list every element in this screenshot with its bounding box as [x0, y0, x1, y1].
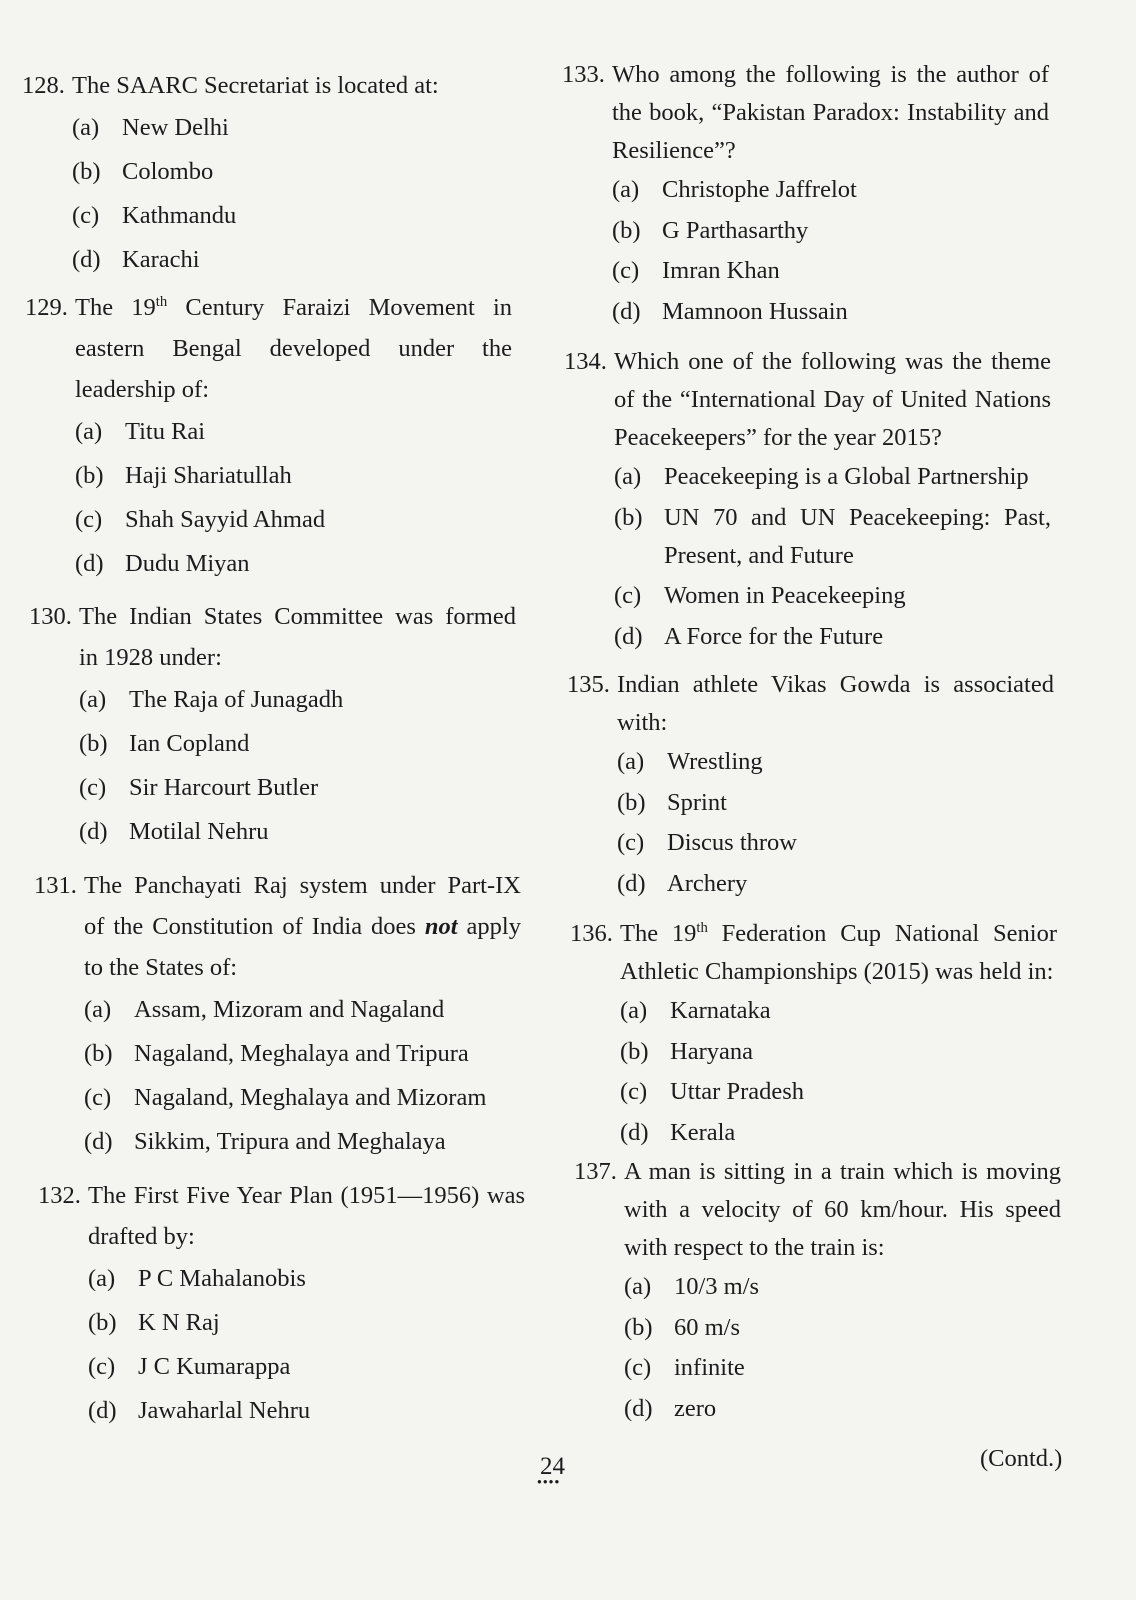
- question-line: with respect to the train is:: [624, 1234, 885, 1261]
- question-header: [22, 65, 509, 106]
- option-a: [620, 991, 1057, 1032]
- question-number: 133.: [562, 61, 605, 88]
- question-line: with a velocity of 60 km/hour. His speed: [624, 1196, 1061, 1223]
- option-label: (b): [624, 1313, 653, 1341]
- option-text: Nagaland, Meghalaya and Tripura: [134, 1040, 469, 1067]
- option-text: K N Raj: [138, 1309, 220, 1336]
- option-text: The Raja of Junagadh: [129, 686, 344, 713]
- option-label: (d): [612, 297, 641, 325]
- option-label: (b): [614, 503, 643, 531]
- question-line: Who among the following is the author of: [612, 61, 1049, 88]
- question-header: [564, 343, 1051, 457]
- option-a: [75, 410, 512, 454]
- question-text: [614, 343, 1051, 457]
- option-text: P C Mahalanobis: [138, 1265, 306, 1292]
- question-number: 136.: [570, 920, 613, 947]
- question-text: [84, 865, 521, 988]
- option-text: Wrestling: [667, 748, 763, 776]
- question-line-text: Century Faraizi Movement in: [167, 294, 513, 321]
- option-c: [79, 766, 516, 810]
- option-text: Kathmandu: [122, 202, 237, 229]
- options: [620, 991, 1057, 1153]
- question-header: [29, 596, 516, 678]
- option-label: (b): [79, 730, 108, 757]
- question-header: [38, 1175, 525, 1257]
- question-136: [570, 915, 1057, 1153]
- option-a: [617, 742, 1054, 783]
- question-number: 134.: [564, 348, 607, 375]
- option-b: [617, 783, 1054, 824]
- option-b: [88, 1301, 525, 1345]
- option-text: New Delhi: [122, 114, 229, 141]
- question-number: 130.: [29, 603, 72, 630]
- option-text: Kerala: [670, 1118, 736, 1146]
- option-label: (c): [620, 1078, 648, 1106]
- option-label: (c): [612, 257, 640, 285]
- option-text-line: Present, and Future: [664, 541, 854, 569]
- option-label: (d): [88, 1397, 117, 1424]
- option-a: [84, 988, 521, 1032]
- option-b: [72, 150, 509, 194]
- question-line-text: The 19: [620, 920, 697, 947]
- option-text-line: UN 70 and UN Peacekeeping: Past,: [664, 503, 1051, 531]
- question-line: A man is sitting in a train which is moving: [624, 1158, 1061, 1185]
- question-line: Athletic Championships (2015) was held in:: [620, 958, 1054, 985]
- option-text: Titu Rai: [125, 418, 206, 445]
- option-a: [612, 170, 1049, 211]
- option-label: (b): [84, 1040, 113, 1067]
- question-line: Peacekeepers” for the year 2015?: [614, 424, 942, 451]
- question-line-text: of the Constitution of India does: [84, 913, 425, 940]
- option-c: [84, 1076, 521, 1120]
- option-c: [75, 498, 512, 542]
- option-label: (b): [620, 1037, 649, 1065]
- question-line: Indian athlete Vikas Gowda is associated: [617, 671, 1054, 698]
- options: [84, 988, 521, 1164]
- option-label: (d): [79, 818, 108, 845]
- question-number: 129.: [25, 294, 68, 321]
- options: [612, 170, 1049, 332]
- option-label: (c): [624, 1354, 652, 1382]
- option-c: [620, 1072, 1057, 1113]
- question-line-text: Federation Cup National Senior: [707, 920, 1057, 947]
- option-label: (c): [614, 582, 642, 610]
- option-b: [79, 722, 516, 766]
- option-text: Peacekeeping is a Global Partnership: [664, 463, 1029, 491]
- option-label: (b): [617, 788, 646, 816]
- option-label: (a): [75, 418, 103, 445]
- option-b: [624, 1308, 1061, 1349]
- option-label: (c): [88, 1353, 116, 1380]
- question-number: 137.: [574, 1158, 617, 1185]
- option-label: (a): [72, 114, 100, 141]
- question-number: 128.: [22, 72, 65, 99]
- option-text: zero: [674, 1394, 717, 1422]
- question-header: [34, 865, 521, 988]
- question-text: [612, 56, 1049, 170]
- option-text: infinite: [674, 1354, 745, 1382]
- question-line: leadership of:: [75, 376, 210, 403]
- question-text: [72, 65, 509, 106]
- option-text: Archery: [667, 869, 748, 897]
- option-d: [88, 1389, 525, 1433]
- option-label: (a): [84, 996, 112, 1023]
- option-text: 10/3 m/s: [674, 1273, 760, 1301]
- question-line: The Indian States Committee was formed: [79, 603, 516, 630]
- option-text: J C Kumarappa: [138, 1353, 291, 1380]
- option-d: [72, 238, 509, 282]
- option-label: (c): [72, 202, 100, 229]
- question-line: [75, 287, 512, 328]
- question-header: [25, 287, 512, 410]
- option-text: Women in Peacekeeping: [664, 582, 906, 610]
- option-b: [614, 498, 1051, 577]
- option-text: Haji Shariatullah: [125, 462, 292, 489]
- option-label: (b): [72, 158, 101, 185]
- option-label: (c): [75, 506, 103, 533]
- question-line: of the “International Day of United Nations: [614, 386, 1051, 413]
- option-text: Sir Harcourt Butler: [129, 774, 319, 801]
- option-text: Nagaland, Meghalaya and Mizoram: [134, 1084, 487, 1111]
- question-line: The First Five Year Plan (1951—1956) was: [88, 1182, 525, 1209]
- option-label: (a): [79, 686, 107, 713]
- option-label: (c): [617, 829, 645, 857]
- option-text: G Parthasarthy: [662, 216, 809, 244]
- option-label: (d): [617, 869, 646, 897]
- options: [617, 742, 1054, 904]
- question-header: [570, 915, 1057, 991]
- option-d: [620, 1113, 1057, 1154]
- question-line-text: The 19: [75, 294, 156, 321]
- question-line: [620, 915, 1057, 953]
- option-c: [72, 194, 509, 238]
- option-c: [612, 251, 1049, 292]
- option-text: Shah Sayyid Ahmad: [125, 506, 326, 533]
- option-text: Uttar Pradesh: [670, 1078, 805, 1106]
- option-d: [617, 864, 1054, 905]
- option-b: [84, 1032, 521, 1076]
- option-text: Karnataka: [670, 997, 771, 1025]
- option-label: (d): [624, 1394, 653, 1422]
- option-text: Colombo: [122, 158, 214, 185]
- question-133: [562, 56, 1049, 332]
- question-header: [574, 1153, 1061, 1267]
- option-d: [79, 810, 516, 854]
- option-label: (b): [612, 216, 641, 244]
- option-text: Assam, Mizoram and Nagaland: [134, 996, 445, 1023]
- option-a: [624, 1267, 1061, 1308]
- option-text: [664, 499, 1051, 575]
- option-d: [614, 617, 1051, 658]
- options: [614, 457, 1051, 657]
- option-c: [614, 576, 1051, 617]
- option-text: Karachi: [122, 246, 200, 273]
- option-label: (d): [84, 1128, 113, 1155]
- options: [79, 678, 516, 854]
- question-130: [29, 596, 516, 854]
- option-d: [612, 292, 1049, 333]
- option-label: (d): [620, 1118, 649, 1146]
- option-label: (d): [75, 550, 104, 577]
- option-b: [612, 211, 1049, 252]
- option-text: Sprint: [667, 788, 727, 816]
- option-d: [84, 1120, 521, 1164]
- question-header: [567, 666, 1054, 742]
- option-text: Mamnoon Hussain: [662, 297, 848, 325]
- question-text: [624, 1153, 1061, 1267]
- option-a: [614, 457, 1051, 498]
- options: [72, 106, 509, 282]
- option-text: Haryana: [670, 1037, 753, 1065]
- option-a: [79, 678, 516, 722]
- question-line: The Panchayati Raj system under Part-IX: [84, 872, 521, 899]
- question-line: Resilience”?: [612, 137, 736, 164]
- option-text: Dudu Miyan: [125, 550, 250, 577]
- option-label: (a): [614, 463, 642, 491]
- question-128: [22, 65, 509, 282]
- option-b: [75, 454, 512, 498]
- question-line-text: apply: [457, 913, 521, 940]
- question-number: 135.: [567, 671, 610, 698]
- option-text: Christophe Jaffrelot: [662, 176, 857, 204]
- question-text: [79, 596, 516, 678]
- option-label: (d): [614, 622, 643, 650]
- option-text: Sikkim, Tripura and Meghalaya: [134, 1128, 446, 1155]
- question-line: drafted by:: [88, 1223, 195, 1250]
- option-b: [620, 1032, 1057, 1073]
- options: [75, 410, 512, 586]
- option-text: Motilal Nehru: [129, 818, 269, 845]
- question-line: Which one of the following was the theme: [614, 348, 1051, 375]
- question-text: [617, 666, 1054, 742]
- question-137: [574, 1153, 1061, 1429]
- option-label: (a): [620, 997, 648, 1025]
- option-label: (a): [624, 1273, 652, 1301]
- option-d: [624, 1389, 1061, 1430]
- question-number: 131.: [34, 872, 77, 899]
- option-label: (b): [88, 1309, 117, 1336]
- question-131: [34, 865, 521, 1164]
- option-text: Discus throw: [667, 829, 797, 857]
- question-header: [562, 56, 1049, 170]
- question-text: [75, 287, 512, 410]
- question-line: in 1928 under:: [79, 644, 222, 671]
- option-text: 60 m/s: [674, 1313, 741, 1341]
- page-number: 24: [540, 1453, 565, 1480]
- page-marker-dots: ●●●●: [537, 1477, 561, 1486]
- option-label: (c): [79, 774, 107, 801]
- ordinal-superscript: th: [155, 293, 168, 310]
- option-text: A Force for the Future: [664, 622, 884, 650]
- options: [624, 1267, 1061, 1429]
- question-line: with:: [617, 709, 668, 736]
- question-text: [88, 1175, 525, 1257]
- question-line: the book, “Pakistan Paradox: Instability and: [612, 99, 1049, 126]
- option-label: (a): [612, 176, 640, 204]
- continued-label: (Contd.): [980, 1445, 1063, 1472]
- question-129: [25, 287, 512, 586]
- option-text: Jawaharlal Nehru: [138, 1397, 311, 1424]
- option-a: [72, 106, 509, 150]
- question-line: to the States of:: [84, 954, 238, 981]
- option-d: [75, 542, 512, 586]
- option-label: (a): [88, 1265, 116, 1292]
- options: [88, 1257, 525, 1433]
- option-c: [624, 1348, 1061, 1389]
- option-text: Imran Khan: [662, 257, 780, 285]
- option-label: (b): [75, 462, 104, 489]
- question-132: [38, 1175, 525, 1433]
- question-line: The SAARC Secretariat is located at:: [72, 72, 439, 99]
- option-label: (c): [84, 1084, 112, 1111]
- emphasis-not: not: [424, 913, 458, 940]
- option-a: [88, 1257, 525, 1301]
- question-135: [567, 666, 1054, 904]
- question-134: [564, 343, 1051, 657]
- option-label: (a): [617, 748, 645, 776]
- ordinal-superscript: th: [696, 919, 708, 936]
- option-c: [617, 823, 1054, 864]
- question-line: [84, 906, 521, 947]
- option-c: [88, 1345, 525, 1389]
- question-text: [620, 915, 1057, 991]
- question-line: eastern Bengal developed under the: [75, 335, 512, 362]
- question-number: 132.: [38, 1182, 81, 1209]
- option-text: Ian Copland: [129, 730, 250, 757]
- option-label: (d): [72, 246, 101, 273]
